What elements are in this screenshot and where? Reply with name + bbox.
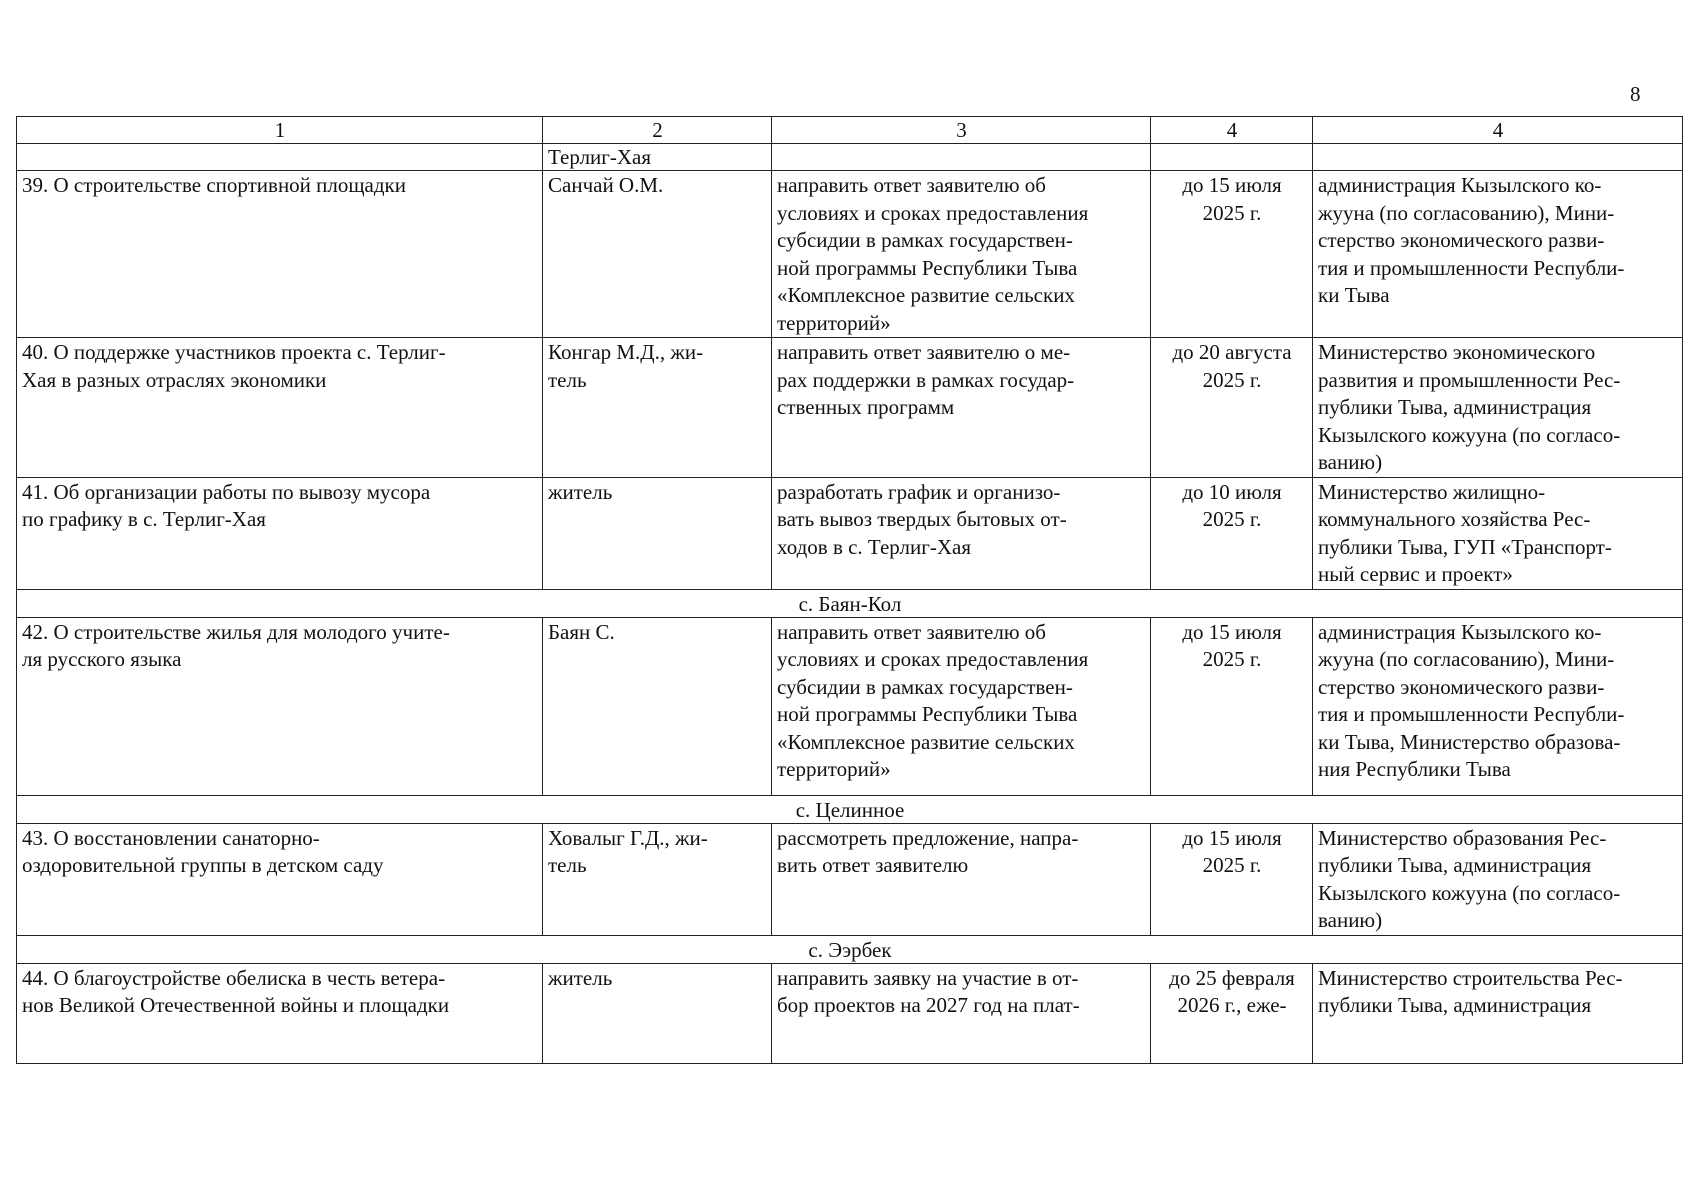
deadline-cell: до 15 июля 2025 г. — [1151, 171, 1313, 338]
page-number: 8 — [1630, 82, 1641, 106]
header-cell-1: 1 — [17, 117, 543, 144]
deadline-cell: до 20 августа 2025 г. — [1151, 338, 1313, 478]
responsible-cell — [1313, 144, 1683, 171]
action-cell: разработать график и организо- вать вывоз твердых бытовых от- ходов в с. Терлиг-Хая — [772, 477, 1151, 589]
action-cell: направить ответ заявителю об условиях и сроках предоставления субсидии в рамках государствен- ной программы Республики Тыва «Комплексное развитие сельских территорий» — [772, 171, 1151, 338]
topic-cell: 41. Об организации работы по вывозу мусора по графику в с. Терлиг-Хая — [17, 477, 543, 589]
person-cell: Терлиг-Хая — [543, 144, 772, 171]
decisions-table — [16, 116, 1683, 1064]
person-cell: житель — [543, 963, 772, 1063]
action-cell — [772, 144, 1151, 171]
topic-cell — [17, 144, 543, 171]
table-row — [17, 617, 1683, 795]
action-cell: направить ответ заявителю о ме- рах поддержки в рамках государ- ственных программ — [772, 338, 1151, 478]
header-cell-3: 3 — [772, 117, 1151, 144]
person-cell: Конгар М.Д., жи- тель — [543, 338, 772, 478]
action-cell: направить заявку на участие в от- бор проектов на 2027 год на плат- — [772, 963, 1151, 1063]
header-row — [17, 117, 1683, 144]
deadline-cell: до 15 июля 2025 г. — [1151, 617, 1313, 795]
responsible-cell: Министерство образования Рес- публики Тыва, администрация Кызылского кожууна (по согласо- ванию) — [1313, 823, 1683, 935]
header-cell-4: 4 — [1151, 117, 1313, 144]
section-title: с. Целинное — [17, 795, 1683, 823]
table-row — [17, 823, 1683, 935]
person-cell: Ховалыг Г.Д., жи- тель — [543, 823, 772, 935]
topic-cell: 40. О поддержке участников проекта с. Терлиг- Хая в разных отраслях экономики — [17, 338, 543, 478]
topic-cell: 44. О благоустройстве обелиска в честь ветера- нов Великой Отечественной войны и площадки — [17, 963, 543, 1063]
responsible-cell: администрация Кызылского ко- жууна (по согласованию), Мини- стерство экономического разви- тия и промышленности Республи- ки Тыва, Министерство образова- ния Республики Тыва — [1313, 617, 1683, 795]
action-cell: рассмотреть предложение, напра- вить ответ заявителю — [772, 823, 1151, 935]
table-row — [17, 171, 1683, 338]
responsible-cell: Министерство жилищно- коммунального хозяйства Рес- публики Тыва, ГУП «Транспорт- ный сервис и проект» — [1313, 477, 1683, 589]
topic-cell: 39. О строительстве спортивной площадки — [17, 171, 543, 338]
person-cell: Санчай О.М. — [543, 171, 772, 338]
deadline-cell: до 10 июля 2025 г. — [1151, 477, 1313, 589]
section-row — [17, 795, 1683, 823]
table-row — [17, 963, 1683, 1063]
person-cell: житель — [543, 477, 772, 589]
responsible-cell: Министерство экономического развития и промышленности Рес- публики Тыва, администрация Кызылского кожууна (по согласо- ванию) — [1313, 338, 1683, 478]
section-row — [17, 589, 1683, 617]
carry-over-row — [17, 144, 1683, 171]
deadline-cell: до 15 июля 2025 г. — [1151, 823, 1313, 935]
section-row — [17, 935, 1683, 963]
header-cell-2: 2 — [543, 117, 772, 144]
deadline-cell: до 25 февраля 2026 г., еже- — [1151, 963, 1313, 1063]
table-row — [17, 477, 1683, 589]
table-body — [17, 144, 1683, 1064]
action-cell: направить ответ заявителю об условиях и сроках предоставления субсидии в рамках государствен- ной программы Республики Тыва «Комплексное развитие сельских территорий» — [772, 617, 1151, 795]
section-title: с. Ээрбек — [17, 935, 1683, 963]
responsible-cell: Министерство строительства Рес- публики Тыва, администрация — [1313, 963, 1683, 1063]
table-row — [17, 338, 1683, 478]
topic-cell: 43. О восстановлении санаторно- оздоровительной группы в детском саду — [17, 823, 543, 935]
deadline-cell — [1151, 144, 1313, 171]
responsible-cell: администрация Кызылского ко- жууна (по согласованию), Мини- стерство экономического разви- тия и промышленности Республи- ки Тыва — [1313, 171, 1683, 338]
topic-cell: 42. О строительстве жилья для молодого учите- ля русского языка — [17, 617, 543, 795]
header-cell-5: 4 — [1313, 117, 1683, 144]
section-title: с. Баян-Кол — [17, 589, 1683, 617]
person-cell: Баян С. — [543, 617, 772, 795]
